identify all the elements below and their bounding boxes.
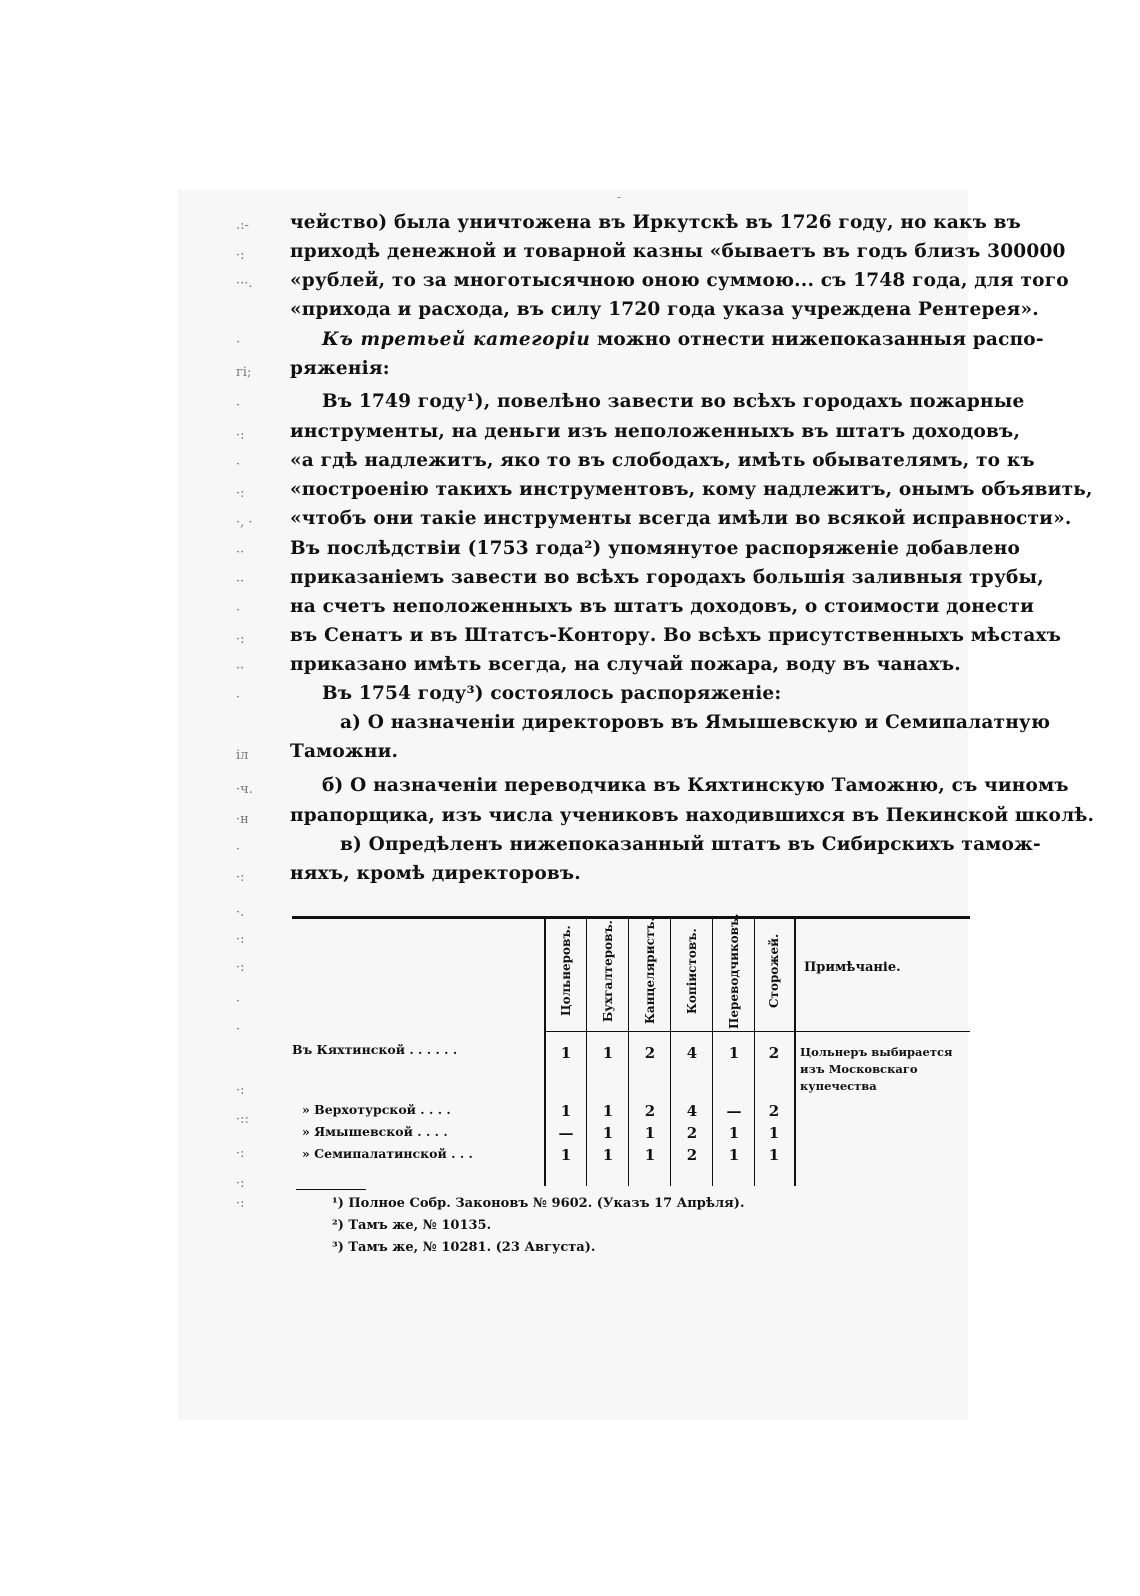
body-line: Въ послѣдствіи (1753 года²) упомянутое распоряженіе добавлено bbox=[290, 538, 1021, 559]
body-line: а) О назначеніи директоровъ въ Ямышевскую и Семипалатную bbox=[340, 712, 1051, 733]
margin-fragment: ·: bbox=[236, 960, 245, 975]
footnote: ³) Тамъ же, № 10281. (23 Августа). bbox=[332, 1240, 596, 1255]
body-line: Въ 1754 году³) состоялось распоряженіе: bbox=[322, 683, 782, 704]
margin-fragment: ·: bbox=[236, 870, 245, 885]
margin-fragment: · bbox=[236, 994, 241, 1009]
column-header: Цольнеровъ. bbox=[559, 925, 573, 1017]
body-line: «построенію такихъ инструментовъ, кому надлежитъ, онымъ объявить, bbox=[290, 479, 1093, 500]
table-cell: 4 bbox=[686, 1102, 698, 1120]
table-cell: 2 bbox=[686, 1124, 698, 1142]
footnote: ²) Тамъ же, № 10135. bbox=[332, 1218, 492, 1233]
margin-fragment: ·: bbox=[236, 248, 245, 263]
body-line: прапорщика, изъ числа учениковъ находившихся въ Пекинской школѣ. bbox=[290, 805, 1095, 826]
body-line: приказано имѣть всегда, на случай пожара, воду въ чанахъ. bbox=[290, 654, 961, 675]
margin-fragment: ·: bbox=[236, 1146, 245, 1161]
row-note: Цольнеръ выбирается изъ Московскаго купечества bbox=[800, 1045, 953, 1093]
margin-fragment: ·: bbox=[236, 428, 245, 443]
table-cell: 2 bbox=[686, 1146, 698, 1164]
note-header: Примѣчаніе. bbox=[804, 960, 901, 975]
body-line: «а гдѣ надлежитъ, яко то въ слободахъ, имѣть обывателямъ, то къ bbox=[290, 450, 1035, 471]
staff-table bbox=[292, 913, 970, 1192]
margin-fragment: ·· bbox=[236, 545, 245, 560]
note-column-rule bbox=[794, 916, 796, 1186]
margin-fragment: ·: bbox=[236, 1176, 245, 1191]
margin-fragment: ·: bbox=[236, 632, 245, 647]
body-line: инструменты, на деньги изъ неположенныхъ въ штатъ доходовъ, bbox=[290, 421, 1021, 442]
table-cell: 2 bbox=[644, 1044, 656, 1062]
row-label: » Ямышевской . . . . bbox=[302, 1124, 448, 1139]
body-line: на счетъ неположенныхъ въ штатъ доходовъ, о стоимости донести bbox=[290, 596, 1034, 617]
column-header: Бухгалтеровъ. bbox=[601, 920, 615, 1022]
body-line: б) О назначеніи переводчика въ Кяхтинскую Таможню, съ чиномъ bbox=[322, 775, 1069, 796]
body-line: няхъ, кромѣ директоровъ. bbox=[290, 863, 581, 884]
body-line: приказаніемъ завести во всѣхъ городахъ большія заливныя трубы, bbox=[290, 567, 1044, 588]
margin-fragment: гі; bbox=[236, 365, 252, 380]
row-label: » Семипалатинской . . . bbox=[302, 1146, 473, 1161]
margin-fragment: ·: bbox=[236, 1196, 245, 1211]
body-line: «рублей, то за многотысячною оною суммою... съ 1748 года, для того bbox=[290, 270, 1069, 291]
body-line-rest: можно отнести нижепоказанныя распо- bbox=[590, 329, 1044, 350]
table-cell: 1 bbox=[768, 1124, 780, 1142]
margin-fragment: ·. bbox=[236, 905, 245, 920]
table-cell: 2 bbox=[768, 1102, 780, 1120]
margin-fragment: ·ч. bbox=[236, 782, 253, 797]
table-cell: 1 bbox=[728, 1146, 740, 1164]
header-rule bbox=[544, 1031, 970, 1032]
margin-fragment: ·· bbox=[236, 574, 245, 589]
body-line: «прихода и расхода, въ силу 1720 года указа учреждена Рентерея». bbox=[290, 299, 1039, 320]
footnote-rule bbox=[296, 1189, 366, 1190]
table-cell: 1 bbox=[602, 1124, 614, 1142]
category-heading: Къ третьей категоріи bbox=[322, 329, 591, 350]
table-cell: 1 bbox=[602, 1102, 614, 1120]
table-cell: 1 bbox=[644, 1146, 656, 1164]
margin-fragment: ·: bbox=[236, 1083, 245, 1098]
table-cell: 1 bbox=[560, 1044, 572, 1062]
margin-fragment: ···. bbox=[236, 276, 253, 291]
body-line: в) Опредѣленъ нижепоказанный штатъ въ Сибирскихъ тамож- bbox=[340, 834, 1041, 855]
margin-fragment: ·· bbox=[236, 661, 245, 676]
column-rule bbox=[628, 916, 629, 1186]
table-cell: — bbox=[726, 1102, 742, 1120]
margin-fragment: · bbox=[236, 690, 241, 705]
body-line: «чтобъ они такіе инструменты всегда имѣли во всякой исправности». bbox=[290, 508, 1072, 529]
body-line: приходѣ денежной и товарной казны «бываетъ въ годъ близъ 300000 bbox=[290, 241, 1066, 262]
margin-fragment: · bbox=[236, 603, 241, 618]
table-cell: 1 bbox=[560, 1146, 572, 1164]
margin-fragment: · bbox=[236, 398, 241, 413]
table-cell: 2 bbox=[768, 1044, 780, 1062]
margin-fragment: ·:: bbox=[236, 1112, 249, 1127]
column-rule bbox=[712, 916, 713, 1186]
table-cell: 1 bbox=[728, 1124, 740, 1142]
column-rule bbox=[586, 916, 587, 1186]
body-line: Въ 1749 году¹), повелѣно завести во всѣхъ городахъ пожарные bbox=[322, 391, 1025, 412]
column-header: Сторожей. bbox=[767, 933, 781, 1009]
column-header: Копiистовъ. bbox=[685, 928, 699, 1014]
column-rule bbox=[670, 916, 671, 1186]
body-line: Таможни. bbox=[290, 741, 399, 762]
body-line: въ Сенатъ и въ Штатсъ-Контору. Во всѣхъ присутственныхъ мѣстахъ bbox=[290, 625, 1062, 646]
table-cell: — bbox=[558, 1124, 574, 1142]
margin-fragment: іл bbox=[236, 748, 249, 763]
margin-fragment: · bbox=[236, 457, 241, 472]
body-line: ряженія: bbox=[290, 358, 390, 379]
margin-fragment: · bbox=[236, 842, 241, 857]
table-cell: 1 bbox=[602, 1044, 614, 1062]
margin-fragment: ·н bbox=[236, 812, 249, 827]
table-cell: 1 bbox=[602, 1146, 614, 1164]
margin-fragment: ·: bbox=[236, 932, 245, 947]
body-line: чейство) была уничтожена въ Иркутскѣ въ 1726 году, но какъ въ bbox=[290, 212, 1022, 233]
margin-fragment: · bbox=[236, 1022, 241, 1037]
row-label: Въ Кяхтинской . . . . . . bbox=[292, 1042, 458, 1057]
body-line bbox=[322, 329, 1044, 350]
row-label: » Верхотурской . . . . bbox=[302, 1102, 451, 1117]
margin-fragment: · bbox=[236, 335, 241, 350]
table-cell: 2 bbox=[644, 1102, 656, 1120]
table-cell: 1 bbox=[728, 1044, 740, 1062]
table-cell: 1 bbox=[644, 1124, 656, 1142]
top-mark: - bbox=[617, 190, 622, 204]
column-header: Переводчиковъ. bbox=[727, 913, 741, 1029]
table-cell: 4 bbox=[686, 1044, 698, 1062]
margin-fragment: ·, · bbox=[236, 515, 253, 530]
margin-fragment: ·: bbox=[236, 486, 245, 501]
footnote: ¹) Полное Собр. Законовъ № 9602. (Указъ 17 Апрѣля). bbox=[332, 1196, 745, 1211]
margin-fragment: .:- bbox=[236, 218, 249, 233]
table-cell: 1 bbox=[768, 1146, 780, 1164]
table-cell: 1 bbox=[560, 1102, 572, 1120]
column-header: Канцеляристъ. bbox=[643, 917, 657, 1025]
